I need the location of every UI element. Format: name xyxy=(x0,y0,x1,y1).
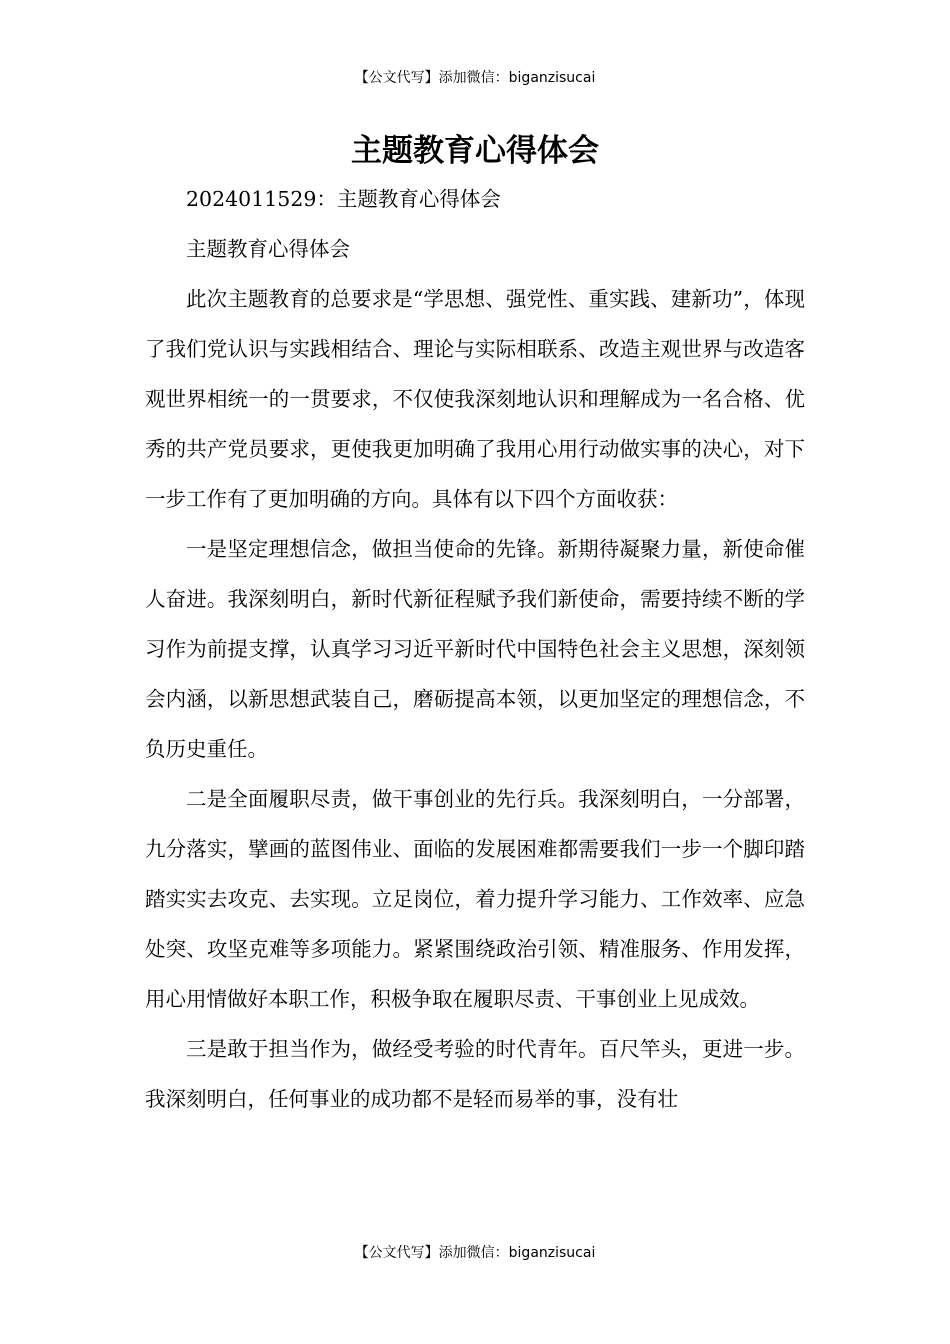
page-footer: 【公文代写】添加微信：biganzisucai xyxy=(354,1245,596,1261)
document-body xyxy=(145,174,805,1124)
paragraph-heading: 主题教育心得体会 xyxy=(186,237,350,261)
document-title: 主题教育心得体会 xyxy=(351,133,599,169)
paragraph: 三是敢于担当作为，做经受考验的时代青年。百尺竿头，更进一步。我深刻明白，任何事业的成功都不是轻而易举的事，没有壮 xyxy=(145,1037,805,1111)
paragraph-subtitle: 2024011529：主题教育心得体会 xyxy=(186,187,501,211)
paragraph: 此次主题教育的总要求是“学思想、强党性、重实践、建新功”，体现了我们党认识与实践相结合、理论与实际相联系、改造主观世界与改造客观世界相统一的一贯要求，不仅使我深刻地认识和理解成为一名合格、优秀的共产党员要求，更使我更加明确了我用心用行动做实事的决心，对下一步工作有了更加明确的方向。具体有以下四个方面收获： xyxy=(145,287,805,511)
paragraph: 二是全面履职尽责，做干事创业的先行兵。我深刻明白，一分部署，九分落实，擘画的蓝图伟业、面临的发展困难都需要我们一步一个脚印踏踏实实去攻克、去实现。立足岗位，着力提升学习能力、工作效率、应急处突、攻坚克难等多项能力。紧紧围绕政治引领、精准服务、作用发挥，用心用情做好本职工作，积极争取在履职尽责、干事创业上见成效。 xyxy=(145,787,805,1011)
paragraph: 一是坚定理想信念，做担当使命的先锋。新期待凝聚力量，新使命催人奋进。我深刻明白，新时代新征程赋予我们新使命，需要持续不断的学习作为前提支撑，认真学习习近平新时代中国特色社会主义思想，深刻领会内涵，以新思想武装自己，磨砺提高本领，以更加坚定的理想信念，不负历史重任。 xyxy=(145,537,805,761)
page-header: 【公文代写】添加微信：biganzisucai xyxy=(354,70,596,86)
